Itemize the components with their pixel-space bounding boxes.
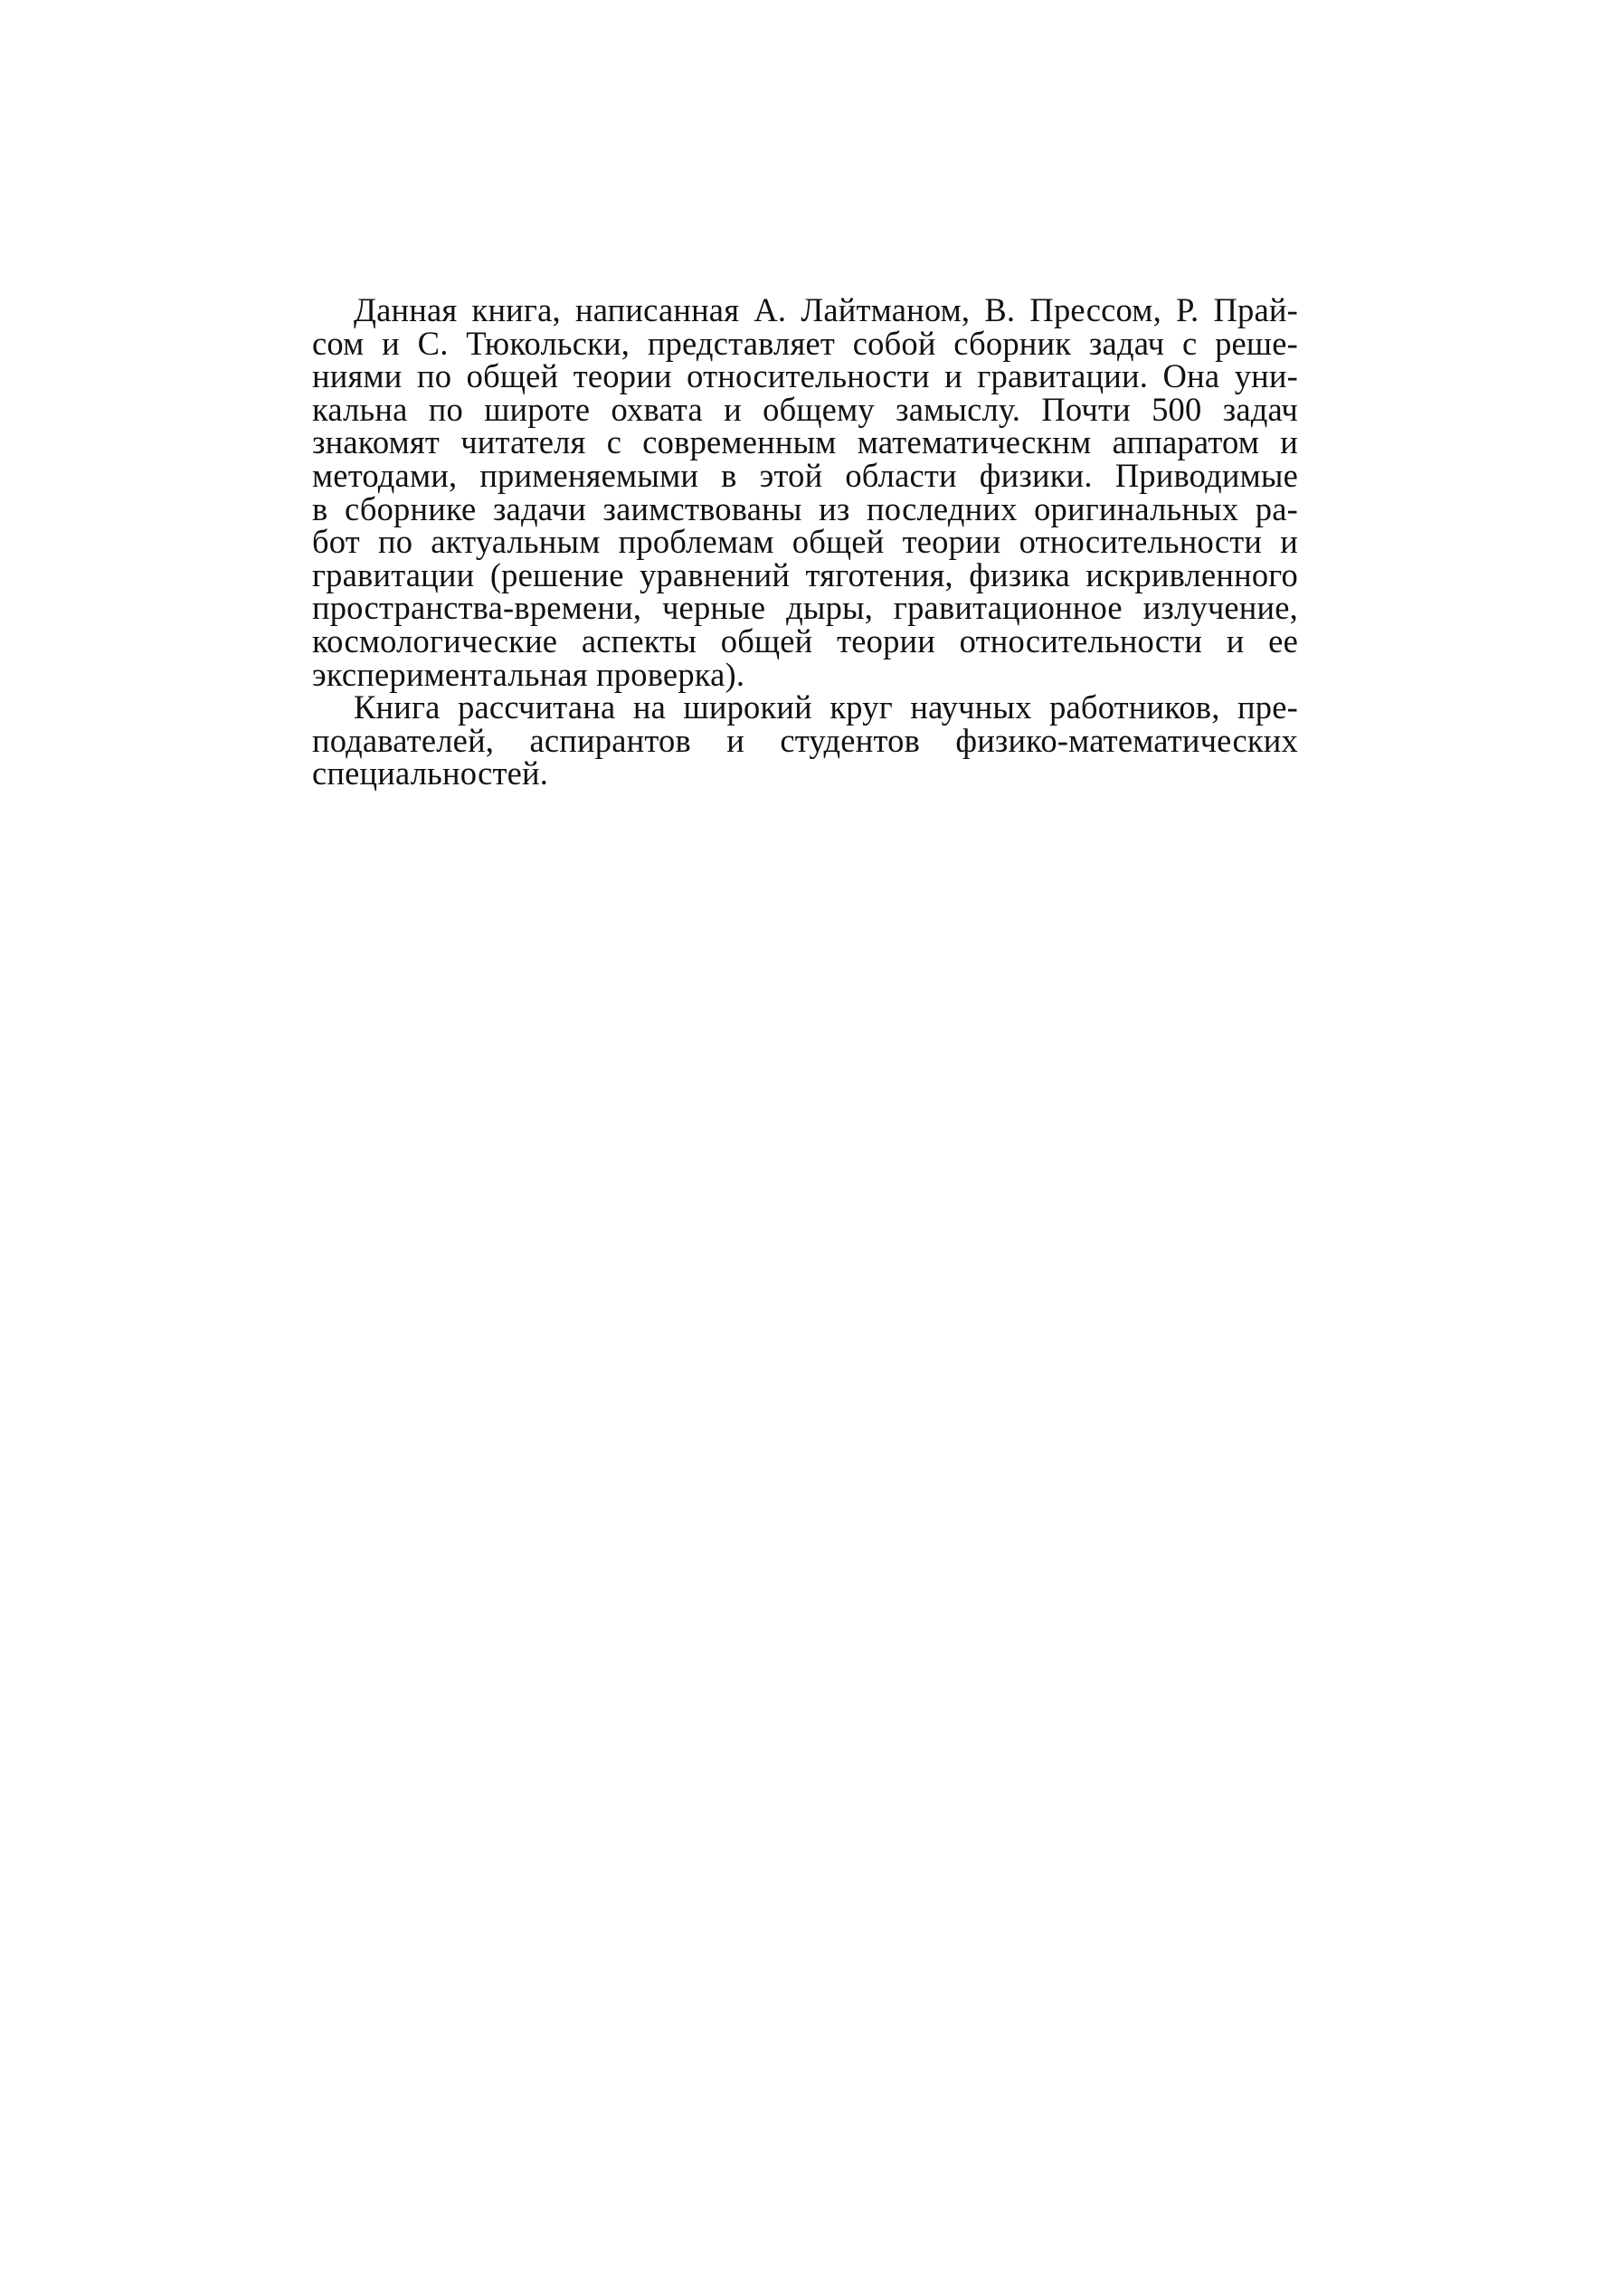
paragraph-audience (312, 688, 1298, 792)
text-line: бот по актуальным проблемам общей теории относительности и (312, 523, 1298, 561)
text-line: пространства-времени, черные дыры, гравитационное излучение, (312, 589, 1298, 627)
text-line: кальна по широте охвата и общему замыслу. Почти 500 задач (312, 390, 1298, 428)
text-line: сом и С. Тюкольски, представляет собой сборник задач с реше- (312, 324, 1298, 362)
paragraph-description (312, 291, 1298, 693)
text-line: Данная книга, написанная А. Лайтманом, В. Прессом, Р. Прай- (354, 291, 1298, 328)
text-line: в сборнике задачи заимствованы из последних оригинальных ра- (312, 489, 1298, 527)
annotation-text (312, 291, 1298, 792)
text-line: экспериментальная проверка). (312, 655, 745, 693)
text-line: ниями по общей теории относительности и гравитации. Она уни- (312, 357, 1298, 395)
text-line: методами, применяемыми в этой области физики. Приводимые (312, 456, 1298, 494)
text-line: знакомят читателя с современным математическнм аппаратом и (312, 423, 1298, 461)
text-line: подавателей, аспирантов и студентов физико-математических (312, 721, 1298, 759)
text-line: Книга рассчитана на широкий круг научных работников, пре- (354, 688, 1298, 726)
text-line: гравитации (решение уравнений тяготения, физика искривленного (312, 555, 1298, 593)
text-line: космологические аспекты общей теории относительности и ее (312, 621, 1298, 659)
text-line: специальностей. (312, 754, 549, 792)
